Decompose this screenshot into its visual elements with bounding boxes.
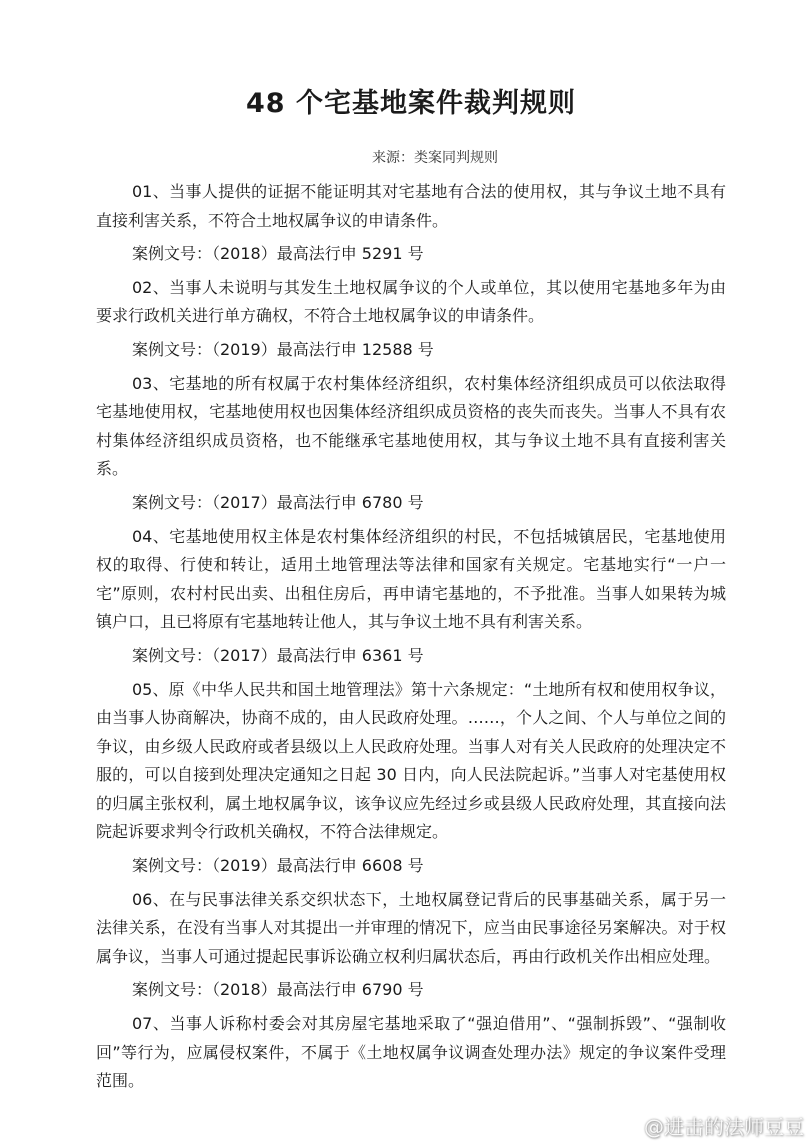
weibo-watermark	[622, 1111, 804, 1140]
rule-text: 02、当事人未说明与其发生土地权属争议的个人或单位，其以使用宅基地多年为由要求行政机关进行单方确权，不符合土地权属争议的申请条件。	[96, 277, 726, 326]
rule-entry-01	[96, 178, 726, 269]
case-number: 案例文号：（2019）最高法行申 6608 号	[132, 856, 424, 876]
case-number: 案例文号：（2018）最高法行申 6790 号	[132, 980, 424, 1000]
rule-text: 01、当事人提供的证据不能证明其对宅基地有合法的使用权，其与争议土地不具有直接利害关系，不符合土地权属争议的申请条件。	[96, 182, 726, 230]
rule-entry-07	[96, 1010, 726, 1096]
rule-entry-02	[96, 274, 726, 365]
rule-entry-06	[96, 886, 726, 1005]
rule-text: 04、宅基地使用权主体是农村集体经济组织的村民，不包括城镇居民，宅基地使用权的取得、行使和转让，适用土地管理法等法律和国家有关规定。宅基地实行“一户一宅”原则，农村村民出卖、出租住房后，再申请宅基地的，不予批准。当事人如果转为城镇户口，且已将原有宅基地转让他人，其与争议土地不具有利害关系。	[96, 526, 726, 632]
watermark-text: @进击的法师豆豆	[644, 1115, 804, 1139]
case-number: 案例文号：（2018）最高法行申 5291 号	[132, 244, 424, 264]
case-number: 案例文号：（2019）最高法行申 12588 号	[132, 339, 434, 359]
rule-entry-04	[96, 523, 726, 671]
rule-text: 05、原《中华人民共和国土地管理法》第十六条规定：“土地所有权和使用权争议，由当事人协商解决，协商不成的，由人民政府处理。……，个人之间、个人与单位之间的争议，由乡级人民政府或者县级以上人民政府处理。当事人对有关人民政府的处理决定不服的，可以自接到处理决定通知之日起 30 日内，向人民法院起诉。”当事人对宅基使用权的归属主张权利，属土地权属争议，该争议应先经过乡或县级人民政府处理，其直接向法院起诉要求判令行政机关确权，不符合法律规定。	[96, 679, 726, 842]
rule-entry-05	[96, 676, 726, 881]
rule-text: 03、宅基地的所有权属于农村集体经济组织，农村集体经济组织成员可以依法取得宅基地使用权，宅基地使用权也因集体经济组织成员资格的丧失而丧失。当事人不具有农村集体经济组织成员资格，也不能继承宅基地使用权，其与争议土地不具有直接利害关系。	[96, 373, 726, 479]
document-source: 来源：类案同判规则	[372, 150, 498, 166]
rule-text: 07、当事人诉称村委会对其房屋宅基地采取了“强迫借用”、“强制拆毁”、“强制收回”等行为，应属侵权案件，不属于《土地权属争议调查处理办法》规定的争议案件受理范围。	[96, 1014, 726, 1091]
rule-entry-03	[96, 370, 726, 518]
document-title: 48 个宅基地案件裁判规则	[246, 88, 576, 119]
rule-text: 06、在与民事法律关系交织状态下，土地权属登记背后的民事基础关系，属于另一法律关系，在没有当事人对其提出一并审理的情况下，应当由民事途径另案解决。对于权属争议，当事人可通过提起民事诉讼确立权利归属状态后，再由行政机关作出相应处理。	[96, 889, 726, 966]
case-number: 案例文号：（2017）最高法行申 6780 号	[132, 492, 424, 512]
weibo-icon	[622, 1116, 640, 1130]
case-number: 案例文号：（2017）最高法行申 6361 号	[132, 645, 424, 665]
